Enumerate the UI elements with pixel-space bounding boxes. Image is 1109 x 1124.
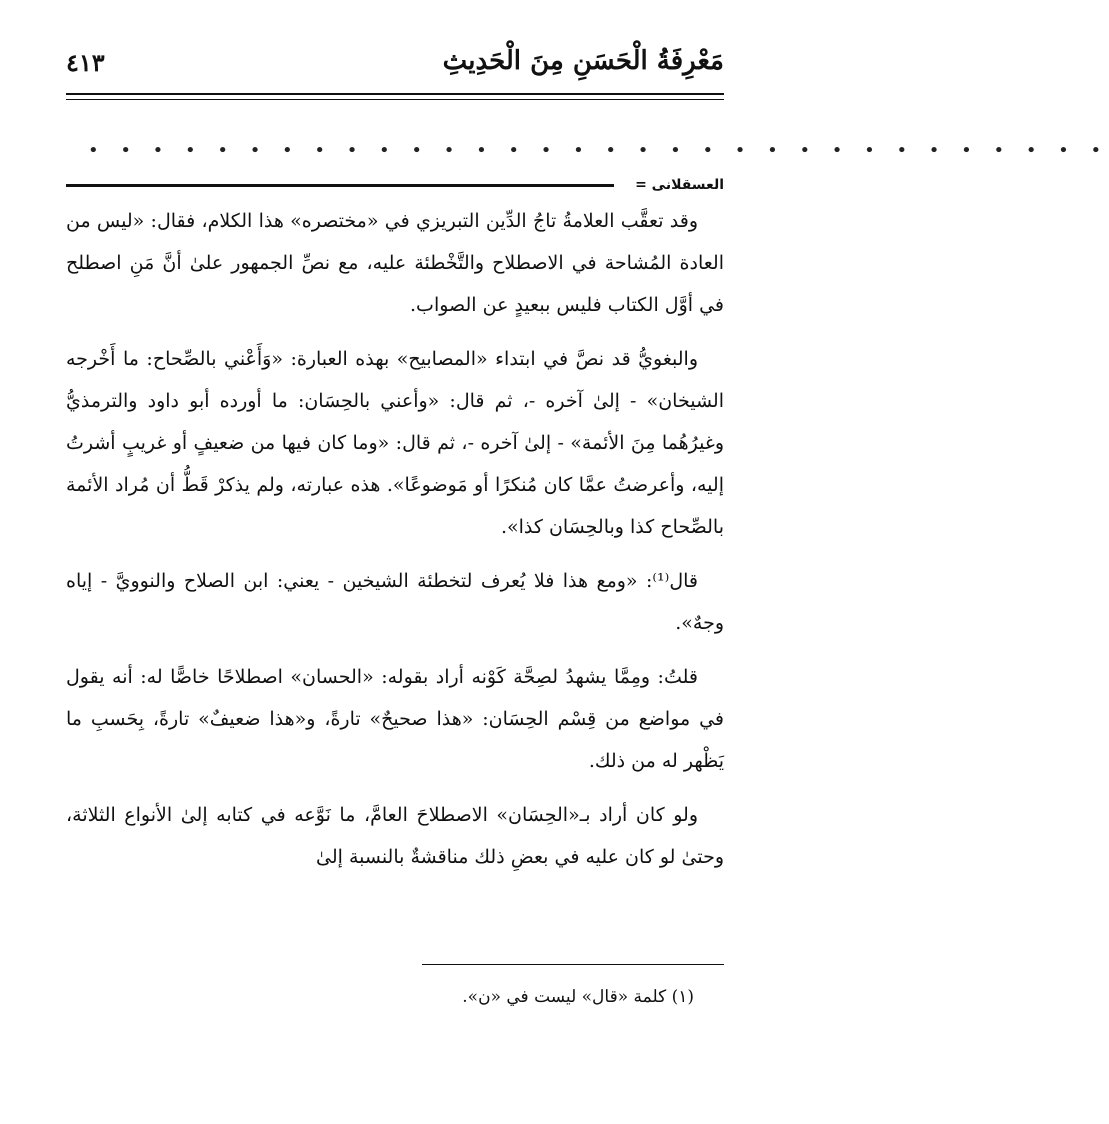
header-rule-thin	[66, 99, 724, 100]
page-number: ٤١٣	[66, 48, 105, 77]
paragraph: قال⁽¹⁾: «ومع هذا فلا يُعرف لتخطئة الشيخين - يعني: ابن الصلاح والنوويَّ - إياه وجهٌ».	[66, 570, 724, 634]
body-text	[66, 200, 724, 890]
ornamental-dots-divider: • • • • • • • • • • • • • • • • • • • • • • • • • • • • • • • •	[88, 140, 1109, 161]
section-rule	[66, 184, 614, 187]
paragraph: وقد تعقَّب العلامةُ تاجُ الدِّين التبريزي في «مختصره» هذا الكلام، فقال: «ليس من العادة المُشاحة في الاصطلاح والتَّخْطئة عليه، مع نصِّ الجمهور علىٰ أنَّ مَنِ اصطلح في أوَّل الكتاب فليس ببعيدٍ عن الصواب.	[66, 210, 724, 316]
paragraph: والبغويُّ قد نصَّ في ابتداء «المصابيح» بهذه العبارة: «وَأَعْني بالصِّحاح: ما أَخْرجه الشيخان» - إلىٰ آخره -، ثم قال: «وأعني بالحِسَان: ما أورده أبو داود والترمذيُّ وغيرُهُما مِنَ الأئمة» - إلىٰ آخره -، ثم قال: «وما كان فيها من ضعيفٍ أو غريبٍ أشرتُ إليه، وأعرضتُ عمَّا كان مُنكرًا أو مَوضوعًا». هذه عبارته، ولم يذكرْ قَطُّ أن مُراد الأئمة بالصِّحاح كذا وبالحِسَان كذا».	[66, 348, 724, 538]
footnote-rule	[422, 964, 724, 965]
paragraph: ولو كان أراد بـ«الحِسَان» الاصطلاحَ العامَّ، ما نَوَّعه في كتابه إلىٰ الأنواع الثلاثة، وحتىٰ لو كان عليه في بعضِ ذلك مناقشةٌ بالنسبة إلىٰ	[66, 804, 724, 868]
section-bar	[66, 175, 724, 201]
footnote: (١) كلمة «قال» ليست في «ن».	[462, 987, 694, 1007]
page-header	[66, 40, 724, 90]
running-title: مَعْرِفَةُ الْحَسَنِ مِنَ الْحَدِيثِ	[442, 46, 724, 76]
paragraph: قلتُ: ومِمَّا يشهدُ لصِحَّة كَوْنه أراد بقوله: «الحسان» اصطلاحًا خاصًّا له: أنه يقول في مواضع من قِسْم الحِسَان: «هذا صحيحٌ» تارةً، و«هذا ضعيفٌ» تارةً، بِحَسبِ ما يَظْهر له من ذلك.	[66, 666, 724, 772]
section-label: العسقلانى =	[635, 177, 724, 193]
header-rule	[66, 93, 724, 95]
